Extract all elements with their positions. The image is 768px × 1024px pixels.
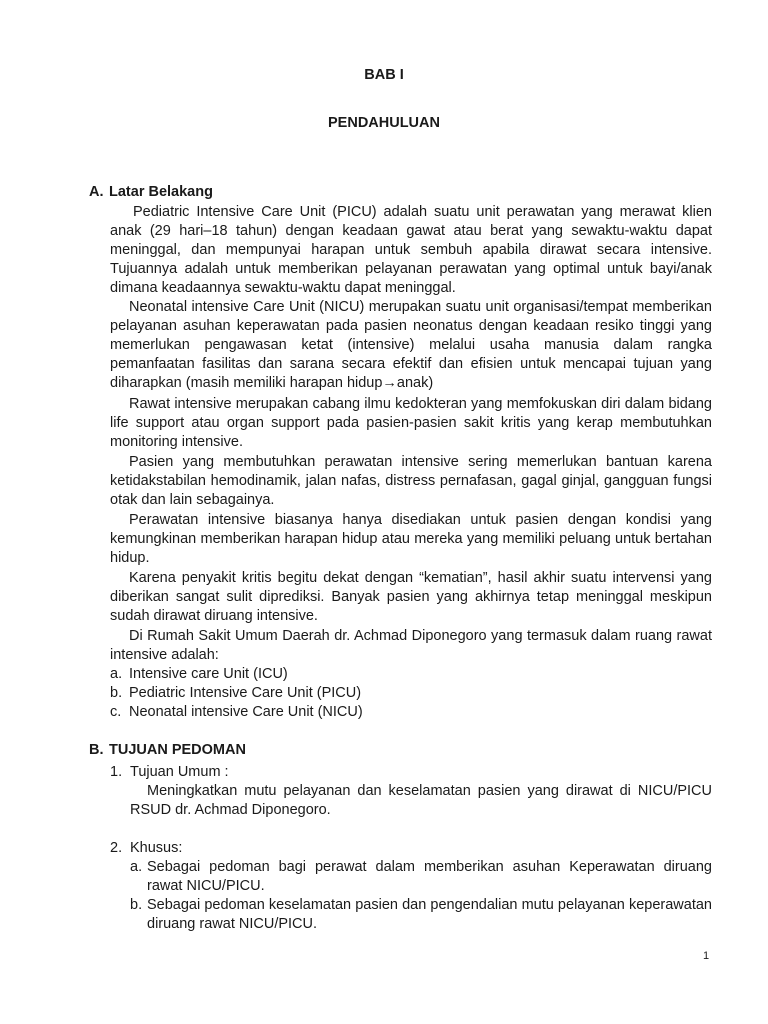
section-b-title: TUJUAN PEDOMAN [109,742,246,758]
chapter-label: BAB I [364,67,404,83]
list-item-text: Neonatal intensive Care Unit (NICU) [129,704,363,720]
paragraph-rawat-intensive: Rawat intensive merupakan cabang ilmu kedokteran yang memfokuskan diri dalam bidang life support atau organ support pada pasien-pasien sakit kritis yang kerap membutuhkan monitoring intensive. [110,396,712,450]
item-label: Khusus: [130,840,183,856]
paragraph-penyakit-kritis: Karena penyakit kritis begitu dekat dengan “kematian”, hasil akhir suatu intervensi yang diberikan sangat sulit diprediksi. Banyak pasien yang akhirnya tetap meninggal meskipun sudah dirawat diruang intensive. [110,570,712,624]
list-item-text: Sebagai pedoman keselamatan pasien dan pengendalian mutu pelayanan keperawatan diruang rawat NICU/PICU. [147,897,712,932]
khusus-list [130,858,712,934]
section-a-title: Latar Belakang [109,184,213,200]
list-item [110,703,712,722]
tujuan-umum-body: Meningkatkan mutu pelayanan dan keselamatan pasien yang dirawat di NICU/PICU RSUD dr. Achmad Diponegoro. [130,783,712,818]
section-a-heading [89,184,709,200]
paragraph-rsud: Di Rumah Sakit Umum Daerah dr. Achmad Diponegoro yang termasuk dalam ruang rawat intensive adalah: [110,628,712,663]
paragraph-nicu: Neonatal intensive Care Unit (NICU) merupakan suatu unit organisasi/tempat memberikan pelayanan asuhan keperawatan pada pasien neonatus dengan keadaan resiko tinggi yang memerlukan pengawasan ketat (intensive) melalui usaha manusia dalam rangka pemanfaatan fasilitas dan sarana secara efektif dan efisien untuk mencapai tujuan yang diharapkan (masih memiliki harapan hidup→anak) [110,299,712,391]
list-marker: a. [110,666,123,682]
list-item [110,684,712,703]
list-item-text: Intensive care Unit (ICU) [129,666,288,682]
item-marker: 1. [110,764,123,780]
list-item-text: Pediatric Intensive Care Unit (PICU) [129,685,362,701]
intensive-units-list [110,665,712,722]
section-a-marker: A. [89,184,104,200]
list-item [130,896,712,934]
item-label: Tujuan Umum : [130,764,229,780]
list-marker: b. [110,685,123,701]
list-item [110,665,712,684]
list-item [130,858,712,896]
item-marker: 2. [110,840,123,856]
list-marker: c. [110,704,122,720]
khusus-item [110,839,712,858]
list-marker: b. [130,897,143,913]
tujuan-umum-item [110,763,712,782]
section-b-marker: B. [89,742,104,758]
section-b-heading [89,742,709,758]
paragraph-pasien: Pasien yang membutuhkan perawatan intensive sering memerlukan bantuan karena ketidakstabilan hemodinamik, jalan nafas, distress pernafasan, gagal ginjal, gangguan fungsi otak dan lain sebagainya. [110,454,712,508]
paragraph-picu: Pediatric Intensive Care Unit (PICU) adalah suatu unit perawatan yang merawat klien anak (29 hari–18 tahun) dengan keadaan gawat atau berat yang sewaktu-waktu dapat meninggal, dan mempunyai harapan untuk sembuh apabila dirawat secara intensive. Tujuannya adalah untuk memberikan pelayanan perawatan yang optimal untuk bayi/anak dimana keadaannya sewaktu-waktu dapat meninggal. [110,204,712,296]
list-item-text: Sebagai pedoman bagi perawat dalam memberikan asuhan Keperawatan diruang rawat NICU/PICU. [147,859,712,894]
page-number: 1 [703,950,710,962]
list-marker: a. [130,859,143,875]
paragraph-perawatan: Perawatan intensive biasanya hanya disediakan untuk pasien dengan kondisi yang kemungkinan memberikan harapan hidup atau mereka yang memiliki peluang untuk bertahan hidup. [110,512,712,566]
chapter-title: PENDAHULUAN [328,115,440,131]
